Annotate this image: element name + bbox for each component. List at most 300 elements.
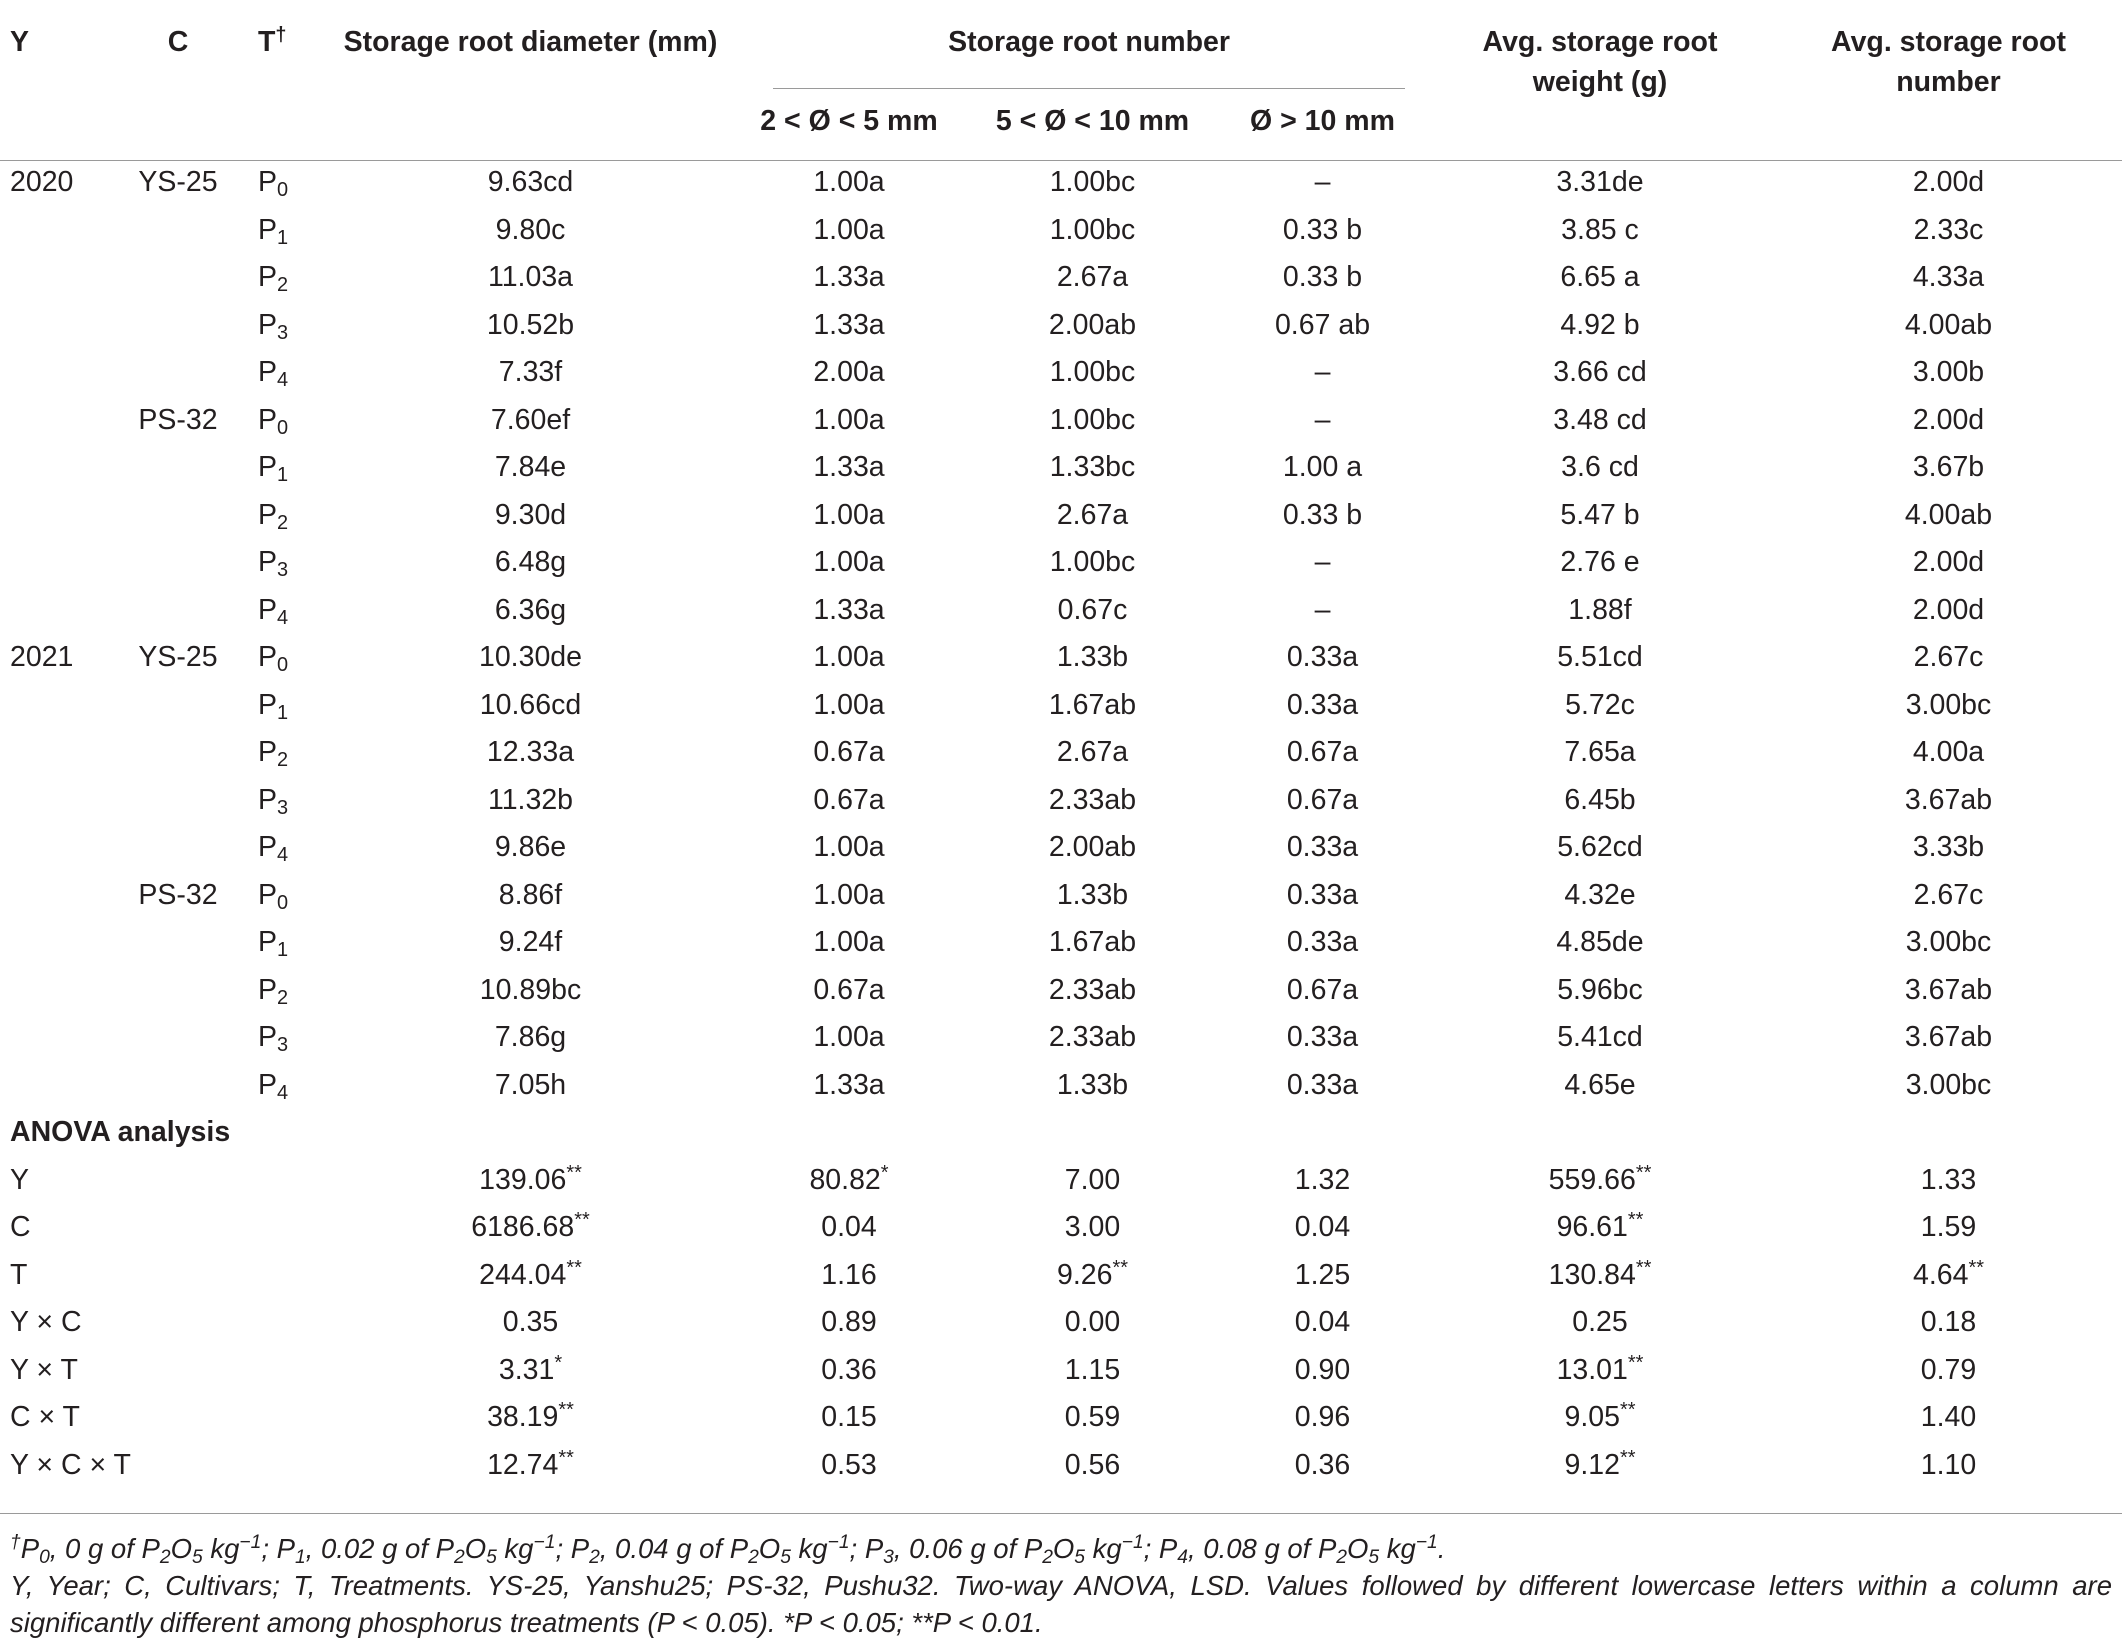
table-body bbox=[0, 159, 2122, 1489]
cell-year bbox=[0, 967, 108, 1015]
cell-diameter: 7.86g bbox=[494, 1021, 567, 1053]
cell-weight: 5.96bc bbox=[1557, 973, 1643, 1006]
cell-year bbox=[0, 1062, 108, 1110]
header-avg-number: Avg. storage root number bbox=[1831, 26, 2066, 98]
cell-weight: 5.41cd bbox=[1557, 1021, 1643, 1053]
cell-number-gt-10: 0.33a bbox=[1286, 878, 1359, 911]
cell-cultivar bbox=[108, 302, 248, 350]
cell-number-2-5: 2.00a bbox=[813, 356, 885, 388]
cell-avg-number: 2.00d bbox=[1912, 403, 1985, 436]
cell-number-2-5: 0.67a bbox=[813, 973, 885, 1006]
cell-number-gt-10: 1.25 bbox=[1294, 1258, 1351, 1291]
significance-mark: ** bbox=[566, 1256, 582, 1279]
footnote-segment: O bbox=[170, 1533, 192, 1564]
footnote-segment: 5 bbox=[1368, 1547, 1380, 1568]
cell-number-2-5: 0.53 bbox=[821, 1448, 877, 1481]
cell-number-2-5: 1.00a bbox=[813, 166, 885, 198]
cell-year bbox=[0, 254, 108, 302]
cell-treatment: $P_3$ bbox=[258, 1021, 289, 1056]
table-row bbox=[0, 539, 2122, 587]
footnote-segment: 2 bbox=[1336, 1547, 1348, 1568]
cell-diameter: 0.35 bbox=[502, 1306, 559, 1338]
cell-year bbox=[0, 682, 108, 730]
cell-number-gt-10: – bbox=[1314, 593, 1331, 626]
cell-treatment: $P_2$ bbox=[258, 736, 289, 771]
cell-weight: 4.85de bbox=[1556, 926, 1644, 958]
cell-diameter: 10.52b bbox=[486, 308, 575, 341]
footnote-segment: kg bbox=[790, 1533, 828, 1564]
footnote-segment: 5 bbox=[780, 1547, 791, 1568]
cell-avg-number: 4.00ab bbox=[1904, 498, 1993, 531]
footnote-segment: 2 bbox=[748, 1547, 759, 1568]
footnote-segment: ; P bbox=[261, 1533, 295, 1564]
table-row bbox=[0, 254, 2122, 302]
significance-mark: * bbox=[554, 1351, 563, 1374]
header-diameter: Storage root diameter (mm) bbox=[343, 26, 718, 58]
table-row bbox=[0, 872, 2122, 920]
cell-number-gt-10: 0.33a bbox=[1286, 641, 1359, 673]
cell-avg-number: 2.00d bbox=[1912, 546, 1985, 578]
cell-weight: 9.12** bbox=[1564, 1446, 1636, 1481]
cell-weight: 1.88f bbox=[1568, 593, 1632, 626]
anova-source: Y bbox=[10, 1163, 30, 1196]
cell-number-gt-10: – bbox=[1314, 166, 1331, 198]
cell-number-5-10: 1.67ab bbox=[1048, 926, 1137, 958]
cell-number-2-5: 80.82* bbox=[809, 1161, 889, 1196]
cell-year bbox=[0, 207, 108, 255]
cell-number-gt-10: 0.33a bbox=[1286, 926, 1359, 958]
cell-number-gt-10: 0.04 bbox=[1294, 1306, 1351, 1338]
footer-rule bbox=[0, 1513, 2122, 1514]
cell-weight: 3.66 cd bbox=[1553, 356, 1647, 388]
cell-year: 2020 bbox=[10, 166, 74, 198]
cell-avg-number: 2.67c bbox=[1913, 878, 1984, 911]
cell-number-2-5: 1.00a bbox=[813, 213, 885, 246]
cell-weight: 6.45b bbox=[1564, 783, 1636, 816]
cell-weight: 0.25 bbox=[1572, 1306, 1628, 1338]
cell-number-5-10: 1.33b bbox=[1056, 878, 1129, 911]
cell-number-2-5: 1.33a bbox=[813, 451, 885, 483]
cell-diameter: 139.06** bbox=[479, 1161, 582, 1196]
header-y: Y bbox=[10, 26, 30, 58]
cell-diameter: 9.80c bbox=[495, 213, 566, 246]
cell-number-gt-10: 1.00 a bbox=[1282, 451, 1363, 483]
cell-number-2-5: 1.33a bbox=[813, 1068, 885, 1101]
cell-cultivar bbox=[108, 967, 248, 1015]
anova-source: Y × T bbox=[10, 1353, 78, 1386]
table-row bbox=[0, 777, 2122, 825]
cell-diameter: 11.03a bbox=[487, 261, 574, 293]
cell-number-2-5: 1.16 bbox=[821, 1258, 877, 1291]
anova-row bbox=[0, 1204, 2122, 1252]
cell-cultivar bbox=[108, 539, 248, 587]
footnote-segment: ; P bbox=[849, 1533, 884, 1564]
cell-diameter: 8.86f bbox=[498, 878, 563, 911]
cell-number-2-5: 1.00a bbox=[813, 403, 885, 436]
cell-number-2-5: 1.33a bbox=[813, 593, 885, 626]
header-t: T† bbox=[258, 24, 287, 58]
cell-diameter: 7.05h bbox=[494, 1068, 567, 1101]
cell-year bbox=[0, 539, 108, 587]
cell-number-5-10: 1.00bc bbox=[1049, 356, 1136, 388]
cell-treatment: $P_2$ bbox=[258, 973, 289, 1009]
cell-treatment: $P_3$ bbox=[258, 308, 289, 344]
cell-cultivar: PS-32 bbox=[138, 403, 218, 436]
footnote-segment: 5 bbox=[1074, 1547, 1086, 1568]
significance-mark: ** bbox=[1627, 1209, 1644, 1231]
table-row bbox=[0, 444, 2122, 492]
cell-number-gt-10: 0.67a bbox=[1286, 783, 1359, 816]
footnote-segment: 3 bbox=[883, 1547, 894, 1568]
cell-diameter: 38.19** bbox=[487, 1399, 574, 1433]
cell-number-5-10: 0.56 bbox=[1064, 1448, 1121, 1481]
cell-number-gt-10: 0.67 ab bbox=[1274, 308, 1371, 341]
cell-cultivar bbox=[108, 729, 248, 777]
cell-number-gt-10: 0.96 bbox=[1294, 1401, 1351, 1433]
cell-number-5-10: 0.67c bbox=[1057, 593, 1128, 626]
footnote-segment: kg bbox=[496, 1533, 534, 1564]
cell-cultivar bbox=[108, 777, 248, 825]
cell-number-2-5: 1.00a bbox=[813, 878, 885, 911]
cell-weight: 3.85 c bbox=[1561, 213, 1639, 246]
cell-weight: 2.76 e bbox=[1560, 546, 1640, 578]
cell-number-2-5: 1.00a bbox=[813, 1021, 885, 1053]
cell-year bbox=[0, 349, 108, 397]
cell-avg-number: 3.67ab bbox=[1904, 973, 1993, 1006]
cell-number-gt-10: 0.33 b bbox=[1282, 498, 1363, 531]
cell-treatment: $P_0$ bbox=[258, 641, 289, 676]
cell-year bbox=[0, 444, 108, 492]
cell-cultivar bbox=[108, 1014, 248, 1062]
footnote-segment: , 0.04 g of P bbox=[599, 1533, 749, 1564]
cell-number-5-10: 2.00ab bbox=[1048, 831, 1137, 863]
cell-avg-number: 2.00d bbox=[1912, 593, 1985, 626]
cell-diameter: 9.30d bbox=[494, 498, 567, 531]
cell-weight: 4.32e bbox=[1564, 878, 1636, 911]
footnote-segment: 5 bbox=[486, 1547, 497, 1568]
footnote-segment: 2 bbox=[159, 1547, 171, 1568]
cell-number-gt-10: 0.33a bbox=[1286, 831, 1359, 863]
cell-diameter: 6.48g bbox=[494, 546, 567, 578]
cell-avg-number: 1.59 bbox=[1920, 1211, 1977, 1243]
footnote-segment: 2 bbox=[589, 1547, 600, 1568]
significance-mark: ** bbox=[1619, 1446, 1636, 1469]
header-number-group: Storage root number bbox=[733, 0, 1425, 89]
cell-treatment: $P_3$ bbox=[258, 546, 289, 581]
cell-weight: 9.05** bbox=[1564, 1399, 1636, 1433]
table-footnote bbox=[10, 1530, 2112, 1641]
cell-treatment: $P_0$ bbox=[258, 878, 289, 914]
cell-number-5-10: 2.67a bbox=[1056, 498, 1129, 531]
cell-avg-number: 3.00bc bbox=[1905, 688, 1992, 721]
footnote-segment: P bbox=[20, 1533, 40, 1564]
anova-source: Y × C bbox=[10, 1306, 82, 1338]
cell-number-gt-10: 0.33 b bbox=[1282, 261, 1363, 293]
cell-weight: 5.62cd bbox=[1557, 831, 1643, 863]
significance-mark: ** bbox=[1968, 1256, 1984, 1279]
cell-number-5-10: 1.15 bbox=[1064, 1353, 1121, 1386]
footnote-segment: kg bbox=[1085, 1533, 1122, 1564]
cell-cultivar bbox=[108, 207, 248, 255]
table-header bbox=[0, 0, 2122, 159]
cell-number-gt-10: 0.33 b bbox=[1282, 213, 1363, 246]
cell-treatment: $P_4$ bbox=[258, 356, 289, 391]
footnote-segment: −1 bbox=[1415, 1532, 1438, 1553]
footnote-segment: O bbox=[1347, 1533, 1369, 1564]
cell-diameter: 12.74** bbox=[487, 1446, 574, 1481]
cell-cultivar bbox=[108, 824, 248, 872]
cell-number-5-10: 2.67a bbox=[1056, 736, 1129, 768]
footnote-segment: 4 bbox=[1177, 1547, 1188, 1568]
footnote-segment: −1 bbox=[533, 1532, 556, 1553]
cell-diameter: 7.60ef bbox=[490, 403, 571, 436]
cell-year bbox=[0, 492, 108, 540]
cell-treatment: $P_0$ bbox=[258, 166, 289, 201]
cell-treatment: $P_2$ bbox=[258, 261, 289, 296]
footnote-segment: † bbox=[10, 1532, 21, 1553]
footnote-segment: , 0.08 g of P bbox=[1188, 1533, 1337, 1564]
anova-row bbox=[0, 1347, 2122, 1395]
cell-weight: 4.65e bbox=[1564, 1068, 1636, 1101]
cell-number-gt-10: 0.04 bbox=[1294, 1211, 1351, 1243]
cell-avg-number: 2.33c bbox=[1913, 213, 1984, 246]
footnote-treatments bbox=[10, 1530, 2112, 1567]
table-row bbox=[0, 587, 2122, 635]
cell-number-2-5: 0.36 bbox=[821, 1353, 877, 1386]
footnote-segment: , 0.06 g of P bbox=[893, 1533, 1043, 1564]
cell-weight: 130.84** bbox=[1548, 1256, 1652, 1291]
cell-avg-number: 3.67ab bbox=[1904, 783, 1993, 816]
footnote-segment: , 0 g of P bbox=[49, 1533, 160, 1564]
cell-number-gt-10: 0.67a bbox=[1286, 736, 1359, 768]
significance-mark: ** bbox=[1112, 1256, 1128, 1279]
cell-treatment: $P_1$ bbox=[258, 451, 289, 486]
cell-number-gt-10: 0.33a bbox=[1286, 1068, 1359, 1101]
footnote-segment: ; P bbox=[1143, 1533, 1178, 1564]
anova-row bbox=[0, 1157, 2122, 1205]
significance-mark: ** bbox=[558, 1446, 574, 1469]
footnote-segment: kg bbox=[1379, 1533, 1416, 1564]
table-row bbox=[0, 1014, 2122, 1062]
header-sub1: 2 < Ø < 5 mm bbox=[760, 105, 938, 137]
cell-avg-number: 4.00a bbox=[1912, 736, 1985, 768]
cell-cultivar bbox=[108, 682, 248, 730]
cell-number-2-5: 0.67a bbox=[813, 783, 885, 816]
cell-cultivar bbox=[108, 254, 248, 302]
cell-weight: 559.66** bbox=[1548, 1161, 1652, 1196]
cell-cultivar: PS-32 bbox=[138, 878, 218, 911]
cell-number-5-10: 1.00bc bbox=[1049, 213, 1136, 246]
cell-number-5-10: 0.00 bbox=[1064, 1306, 1121, 1338]
cell-number-2-5: 0.89 bbox=[821, 1306, 877, 1338]
cell-cultivar bbox=[108, 349, 248, 397]
cell-number-2-5: 1.33a bbox=[813, 308, 885, 341]
significance-mark: * bbox=[880, 1161, 889, 1184]
cell-number-gt-10: 1.32 bbox=[1294, 1163, 1351, 1196]
cell-cultivar bbox=[108, 492, 248, 540]
cell-diameter: 6.36g bbox=[494, 593, 567, 626]
cell-number-5-10: 2.33ab bbox=[1048, 973, 1137, 1006]
header-sub2: 5 < Ø < 10 mm bbox=[995, 105, 1190, 137]
cell-weight: 96.61** bbox=[1556, 1209, 1644, 1243]
cell-number-5-10: 7.00 bbox=[1064, 1163, 1121, 1196]
anova-source: C bbox=[10, 1211, 31, 1243]
cell-year bbox=[0, 729, 108, 777]
cell-avg-number: 3.00bc bbox=[1905, 926, 1992, 958]
cell-number-5-10: 0.59 bbox=[1064, 1401, 1121, 1433]
footnote-abbreviations: Y, Year; C, Cultivars; T, Treatments. YS-25, Yanshu25; PS-32, Pushu32. Two-way ANOVA, LSD. Values followed by different lowercase letters within a column are significantly different among phosphorus treatments (P < 0.05). *P < 0.05; **P < 0.01. bbox=[10, 1570, 2112, 1638]
significance-mark: ** bbox=[1627, 1351, 1644, 1374]
cell-year bbox=[0, 824, 108, 872]
cell-year: 2021 bbox=[10, 641, 74, 673]
footnote-segment: 0 bbox=[39, 1547, 50, 1568]
cell-treatment: $P_1$ bbox=[258, 213, 289, 249]
cell-number-gt-10: 0.36 bbox=[1294, 1448, 1351, 1481]
cell-weight: 5.47 b bbox=[1560, 498, 1640, 531]
header-c: C bbox=[167, 26, 189, 58]
footnote-segment: −1 bbox=[827, 1532, 850, 1553]
table-row bbox=[0, 302, 2122, 350]
cell-treatment: $P_4$ bbox=[258, 1068, 289, 1104]
cell-number-gt-10: 0.67a bbox=[1286, 973, 1359, 1006]
cell-weight: 3.6 cd bbox=[1561, 451, 1639, 483]
header-sub3: Ø > 10 mm bbox=[1250, 105, 1395, 137]
cell-year bbox=[0, 1014, 108, 1062]
cell-diameter: 9.24f bbox=[498, 926, 563, 958]
cell-treatment: $P_1$ bbox=[258, 688, 289, 724]
table-row bbox=[0, 492, 2122, 540]
anova-source: Y × C × T bbox=[10, 1448, 131, 1481]
cell-number-gt-10: 0.90 bbox=[1294, 1353, 1351, 1386]
cell-diameter: 12.33a bbox=[486, 736, 575, 768]
cell-number-gt-10: 0.33a bbox=[1286, 1021, 1359, 1053]
header-rule bbox=[0, 160, 2122, 161]
cell-avg-number: 0.18 bbox=[1920, 1306, 1977, 1338]
cell-year bbox=[0, 919, 108, 967]
cell-cultivar bbox=[108, 444, 248, 492]
cell-number-2-5: 0.04 bbox=[821, 1211, 877, 1243]
cell-number-gt-10: 0.33a bbox=[1286, 688, 1359, 721]
footnote-segment: −1 bbox=[239, 1532, 262, 1553]
cell-number-5-10: 1.67ab bbox=[1048, 688, 1137, 721]
footnote-segment: O bbox=[464, 1533, 487, 1564]
cell-weight: 3.48 cd bbox=[1553, 403, 1647, 436]
cell-avg-number: 4.64** bbox=[1912, 1256, 1984, 1291]
cell-number-2-5: 1.00a bbox=[813, 926, 885, 958]
cell-diameter: 9.86e bbox=[494, 831, 567, 863]
table-row bbox=[0, 159, 2122, 207]
significance-mark: ** bbox=[1635, 1161, 1652, 1184]
cell-number-5-10: 1.33b bbox=[1056, 1068, 1129, 1101]
anova-row bbox=[0, 1299, 2122, 1347]
cell-number-5-10: 3.00 bbox=[1064, 1211, 1121, 1243]
table-row bbox=[0, 824, 2122, 872]
significance-mark: ** bbox=[1635, 1256, 1652, 1279]
footnote-segment: O bbox=[1052, 1533, 1075, 1564]
table-row bbox=[0, 1062, 2122, 1110]
cell-number-5-10: 1.33bc bbox=[1049, 451, 1136, 483]
cell-weight: 13.01** bbox=[1556, 1351, 1644, 1386]
footnote-segment: O bbox=[758, 1533, 781, 1564]
cell-number-gt-10: – bbox=[1314, 403, 1331, 436]
footnote-segment: 1 bbox=[294, 1547, 306, 1568]
cell-avg-number: 2.00d bbox=[1912, 166, 1985, 198]
cell-number-2-5: 0.15 bbox=[821, 1401, 877, 1433]
footnote-segment: 5 bbox=[191, 1547, 203, 1568]
cell-weight: 7.65a bbox=[1564, 736, 1636, 768]
table-row bbox=[0, 729, 2122, 777]
header-weight: Avg. storage root weight (g) bbox=[1482, 26, 1718, 98]
cell-weight: 3.31de bbox=[1556, 166, 1644, 198]
cell-cultivar bbox=[108, 919, 248, 967]
cell-treatment: $P_4$ bbox=[258, 593, 289, 629]
table-row bbox=[0, 919, 2122, 967]
cell-treatment: $P_1$ bbox=[258, 926, 289, 961]
cell-number-2-5: 1.00a bbox=[813, 831, 885, 863]
cell-diameter: 10.89bc bbox=[479, 973, 582, 1006]
cell-number-2-5: 1.00a bbox=[813, 498, 885, 531]
cell-avg-number: 3.67b bbox=[1912, 451, 1985, 483]
footnote-segment: kg bbox=[202, 1533, 240, 1564]
footnote-segment: . bbox=[1437, 1533, 1446, 1564]
cell-number-2-5: 1.00a bbox=[813, 688, 885, 721]
cell-number-gt-10: – bbox=[1314, 356, 1331, 388]
cell-cultivar: YS-25 bbox=[138, 641, 218, 673]
cell-weight: 5.51cd bbox=[1557, 641, 1643, 673]
footnote-segment: ; P bbox=[555, 1533, 590, 1564]
footnote-segment: , 0.02 g of P bbox=[305, 1533, 454, 1564]
cell-avg-number: 1.40 bbox=[1920, 1401, 1977, 1433]
cell-number-5-10: 2.33ab bbox=[1048, 783, 1137, 816]
cell-avg-number: 0.79 bbox=[1920, 1353, 1977, 1386]
cell-weight: 4.92 b bbox=[1560, 308, 1640, 341]
anova-row bbox=[0, 1394, 2122, 1442]
cell-year bbox=[0, 302, 108, 350]
cell-year bbox=[0, 397, 108, 445]
cell-diameter: 10.66cd bbox=[479, 688, 582, 721]
significance-mark: ** bbox=[566, 1161, 582, 1184]
anova-row bbox=[0, 1442, 2122, 1490]
footnote-segment: 2 bbox=[453, 1547, 465, 1568]
table-row bbox=[0, 682, 2122, 730]
cell-number-5-10: 1.00bc bbox=[1049, 166, 1136, 198]
anova-source: T bbox=[10, 1258, 28, 1291]
cell-year bbox=[0, 587, 108, 635]
table-row bbox=[0, 967, 2122, 1015]
table-row bbox=[0, 634, 2122, 682]
significance-mark: ** bbox=[1619, 1399, 1636, 1421]
anova-row bbox=[0, 1252, 2122, 1300]
cell-number-5-10: 1.00bc bbox=[1049, 546, 1136, 578]
table-row bbox=[0, 207, 2122, 255]
cell-number-2-5: 1.33a bbox=[813, 261, 885, 293]
cell-diameter: 244.04** bbox=[479, 1256, 582, 1291]
cell-treatment: $P_3$ bbox=[258, 783, 289, 819]
cell-avg-number: 3.33b bbox=[1912, 831, 1985, 863]
cell-avg-number: 4.00ab bbox=[1904, 308, 1993, 341]
cell-avg-number: 4.33a bbox=[1912, 261, 1985, 293]
cell-avg-number: 2.67c bbox=[1913, 641, 1984, 673]
cell-cultivar bbox=[108, 587, 248, 635]
footnote-segment: 2 bbox=[1042, 1547, 1053, 1568]
cell-diameter: 10.30de bbox=[478, 641, 583, 673]
cell-weight: 5.72c bbox=[1565, 688, 1635, 721]
cell-number-5-10: 1.00bc bbox=[1049, 403, 1136, 436]
cell-diameter: 11.32b bbox=[487, 783, 574, 816]
cell-number-2-5: 0.67a bbox=[813, 736, 885, 768]
cell-number-2-5: 1.00a bbox=[813, 641, 885, 673]
cell-number-gt-10: – bbox=[1314, 546, 1331, 578]
